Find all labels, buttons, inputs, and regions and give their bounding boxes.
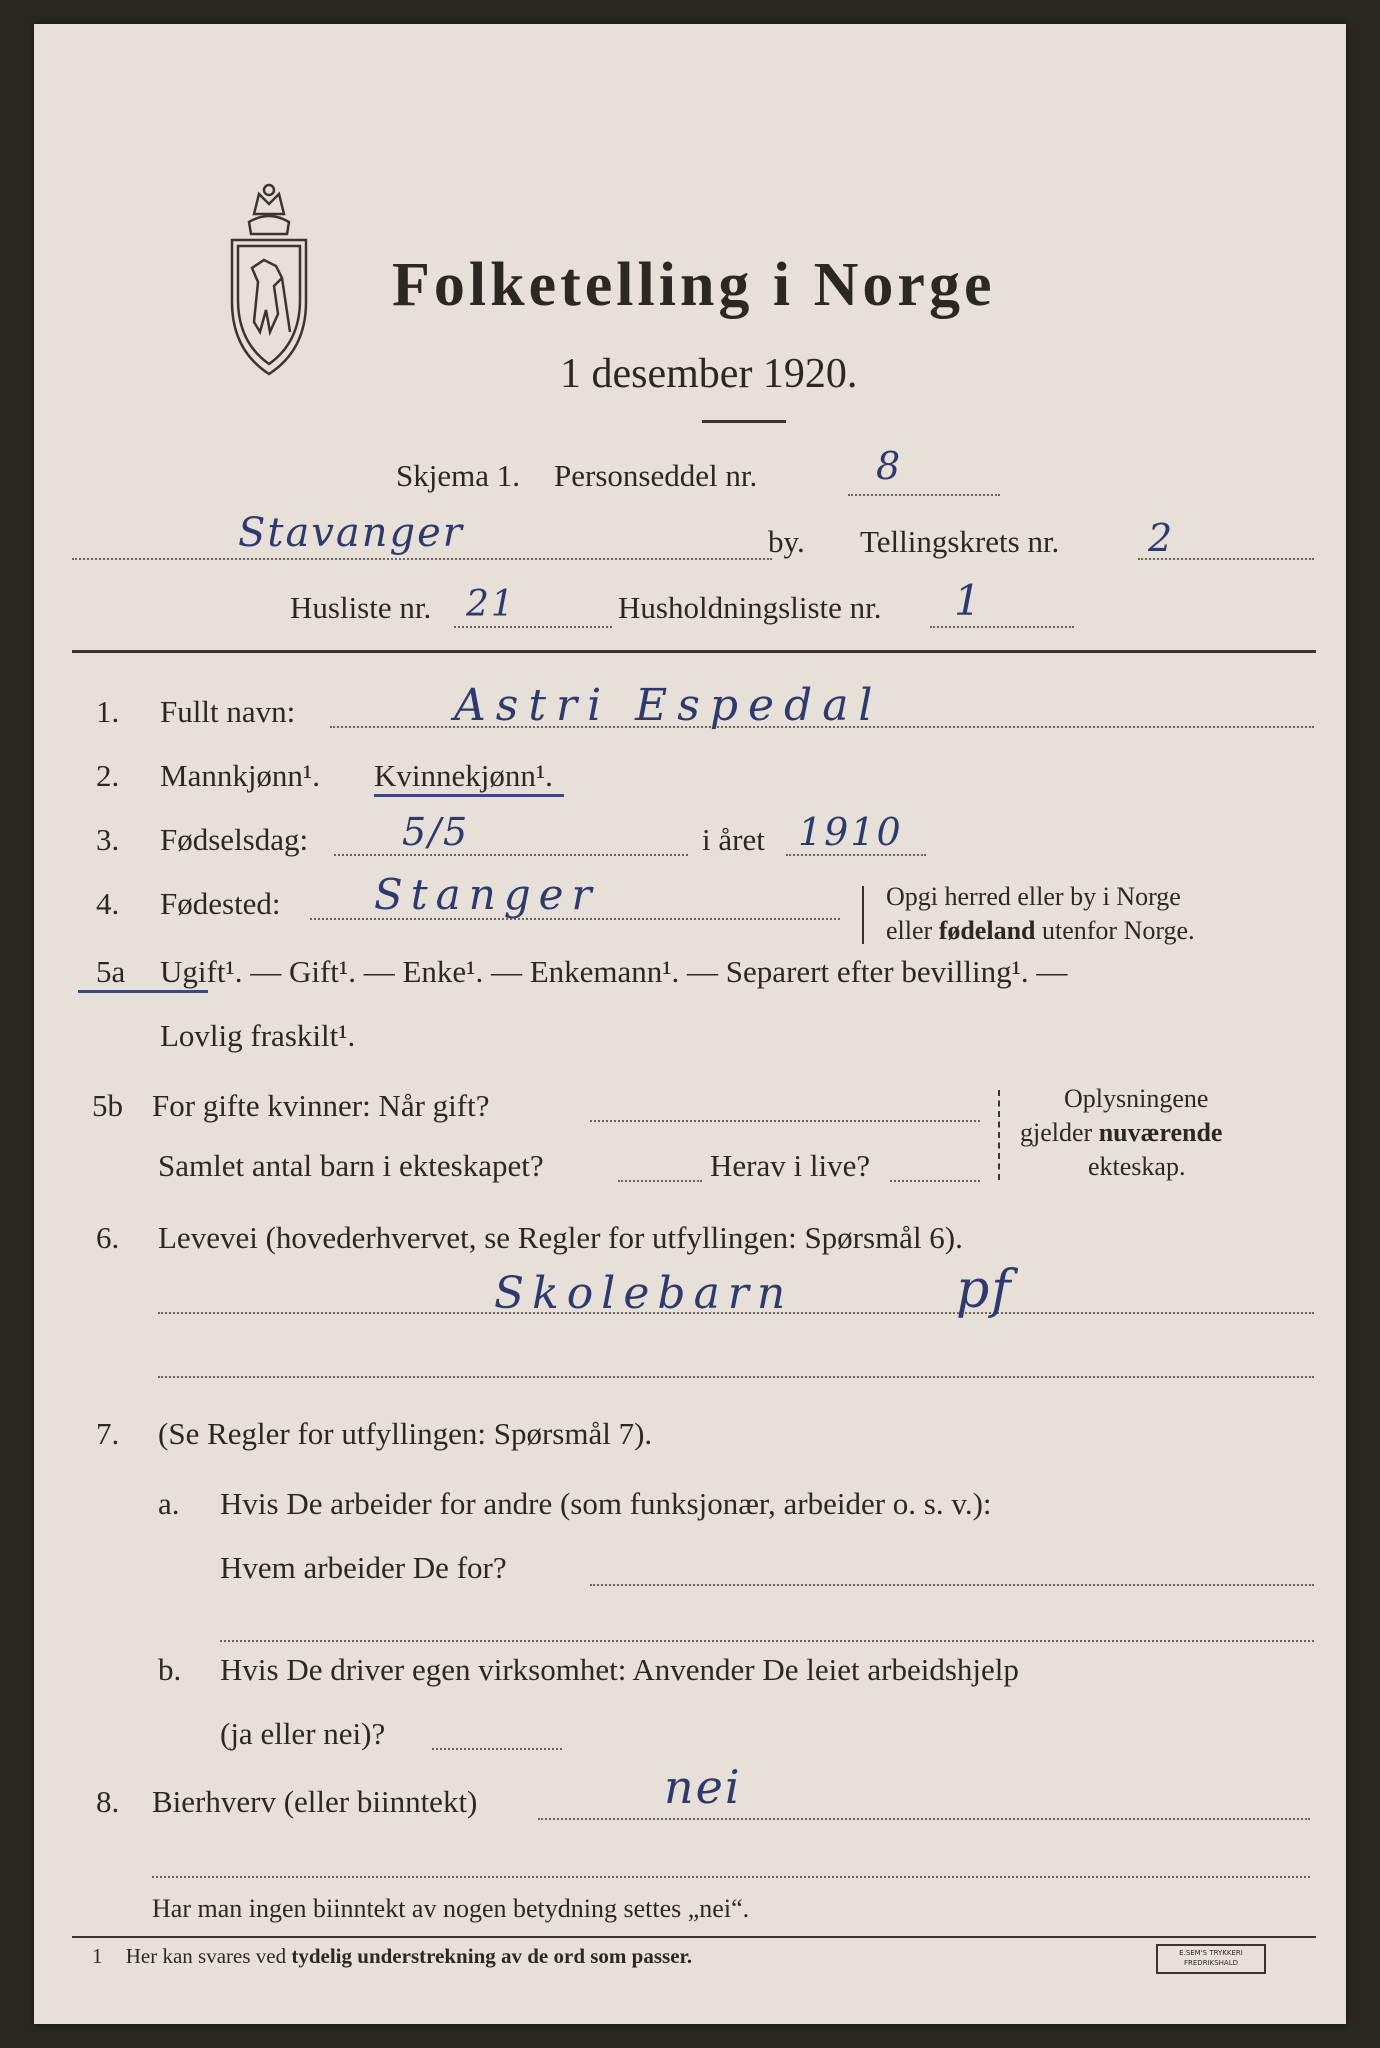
q2-male: Mannkjønn¹.	[160, 758, 320, 793]
husholdning-line	[930, 626, 1074, 628]
husliste-label: Husliste nr.	[290, 590, 432, 625]
q2-female-underline	[374, 794, 564, 797]
q4-number: 4.	[96, 886, 120, 921]
q3-value: 5/5	[402, 810, 470, 854]
q5b-married-line	[590, 1120, 980, 1122]
footnote	[92, 1944, 692, 1969]
form-title: Folketelling i Norge	[392, 251, 996, 319]
q7a-number: a.	[158, 1486, 180, 1521]
q5b-note-word-a: gjelder	[1020, 1118, 1093, 1147]
q7-number: 7.	[96, 1416, 120, 1451]
personseddel-label: Personseddel nr.	[554, 458, 758, 493]
footnote-text-b: tydelig understrekning av de ord som passer.	[291, 1944, 693, 1968]
q5b-label: For gifte kvinner: Når gift?	[152, 1088, 490, 1123]
q5a-options: Ugift¹. — Gift¹. — Enke¹. — Enkemann¹. — Separert efter bevilling¹. —	[160, 954, 1068, 989]
q3-line	[334, 854, 688, 856]
q5b-children-label: Samlet antal barn i ekteskapet?	[158, 1148, 544, 1183]
by-label: by.	[768, 524, 805, 559]
q5b-note-line3: ekteskap.	[1088, 1152, 1186, 1181]
printer-line1: E.SEM'S TRYKKERI	[1179, 1949, 1243, 1957]
husliste-value: 21	[466, 584, 516, 625]
q7b-line	[432, 1748, 562, 1750]
q4-note-word-c: utenfor Norge.	[1042, 916, 1195, 945]
header-rule	[72, 650, 1316, 653]
footnote-text-a: Her kan svares ved	[125, 1944, 287, 1968]
q4-label: Fødested:	[160, 886, 281, 921]
q4-note-word-a: eller	[886, 916, 933, 945]
q7b-question: (ja eller nei)?	[220, 1716, 386, 1751]
husholdning-value: 1	[954, 576, 983, 625]
q7-label: (Se Regler for utfyllingen: Spørsmål 7).	[158, 1416, 653, 1451]
q7a-question: Hvem arbeider De for?	[220, 1550, 507, 1585]
q4-brace	[862, 886, 864, 944]
census-form	[34, 24, 1346, 2024]
q4-note-line1: Opgi herred eller by i Norge	[886, 882, 1181, 911]
tellingskrets-label: Tellingskrets nr.	[860, 524, 1060, 559]
q6-label: Levevei (hovederhvervet, se Regler for utfyllingen: Spørsmål 6).	[158, 1220, 963, 1255]
footnote-mark: 1	[92, 1944, 103, 1968]
q8-line2	[152, 1876, 1310, 1878]
title-divider	[702, 420, 786, 423]
q7b-text: Hvis De driver egen virksomhet: Anvender De leiet arbeidshjelp	[220, 1652, 1019, 1687]
q6-value: Skolebarn	[494, 1268, 794, 1319]
personseddel-line	[848, 494, 1000, 496]
personseddel-value: 8	[876, 444, 903, 488]
printer-line2: FREDRIKSHALD	[1183, 1959, 1238, 1967]
form-date: 1 desember 1920.	[560, 351, 858, 397]
printer-stamp	[1156, 1944, 1266, 1974]
q5b-number: 5b	[92, 1088, 123, 1123]
q8-label: Bierhverv (eller biinntekt)	[152, 1784, 478, 1819]
q3-number: 3.	[96, 822, 120, 857]
q5b-children-line	[618, 1180, 702, 1182]
by-line	[72, 558, 772, 560]
coat-of-arms-icon	[224, 182, 314, 382]
q5b-brace	[998, 1090, 1000, 1180]
q5b-note-line1: Oplysningene	[1064, 1084, 1209, 1113]
q5a-options-line2: Lovlig fraskilt¹.	[160, 1018, 356, 1053]
q3-year-label: i året	[702, 822, 765, 857]
q6-line2	[158, 1376, 1314, 1378]
q2-female: Kvinnekjønn¹.	[374, 758, 553, 793]
q7b-number: b.	[158, 1652, 182, 1687]
q7a-line2	[220, 1640, 1314, 1642]
q2-number: 2.	[96, 758, 120, 793]
q6-mark: pf	[956, 1260, 1013, 1320]
q5b-note-line2	[1020, 1118, 1222, 1148]
by-value: Stavanger	[238, 510, 464, 556]
q3-label: Fødselsdag:	[160, 822, 309, 857]
q8-value: nei	[664, 1760, 742, 1814]
q5a-ugift-underline	[78, 990, 208, 993]
q8-number: 8.	[96, 1784, 120, 1819]
q1-number: 1.	[96, 694, 120, 729]
q5b-alive-label: Herav i live?	[710, 1148, 871, 1183]
q3-year-line	[786, 854, 926, 856]
tellingskrets-value: 2	[1148, 516, 1175, 560]
husliste-line	[454, 626, 612, 628]
q7a-line1	[590, 1584, 1314, 1586]
q8-line	[538, 1818, 1310, 1820]
q3-year-value: 1910	[798, 810, 903, 854]
nei-note: Har man ingen biinntekt av nogen betydning settes „nei“.	[152, 1894, 750, 1923]
q4-note-word-b: fødeland	[938, 916, 1036, 945]
husholdning-label: Husholdningsliste nr.	[618, 590, 882, 625]
q7a-text: Hvis De arbeider for andre (som funksjonær, arbeider o. s. v.):	[220, 1486, 992, 1521]
footer-rule	[72, 1936, 1316, 1938]
q1-label: Fullt navn:	[160, 694, 296, 729]
q5a-number: 5a	[96, 954, 126, 989]
q1-value: Astri Espedal	[454, 680, 883, 731]
q5b-alive-line	[890, 1180, 980, 1182]
skjema-label: Skjema 1.	[396, 458, 520, 493]
q5b-note-word-b: nuværende	[1098, 1118, 1223, 1147]
q4-note-line2	[886, 916, 1195, 946]
q6-number: 6.	[96, 1220, 120, 1255]
q4-value: Stanger	[374, 870, 600, 919]
